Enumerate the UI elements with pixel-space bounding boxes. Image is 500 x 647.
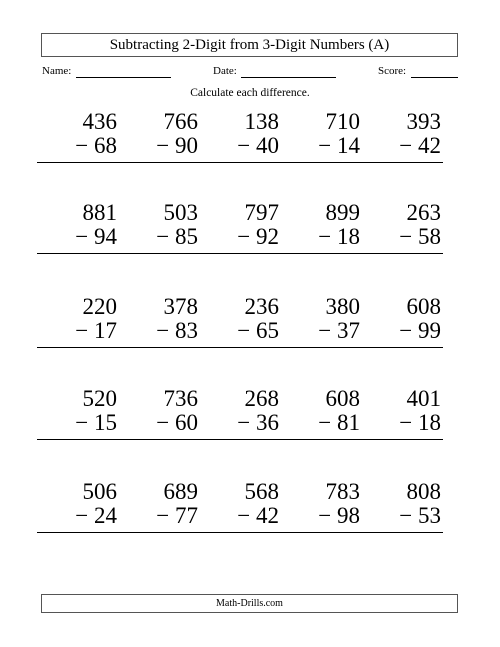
subtrahend-row [399,225,441,249]
subtrahend: 42 [256,503,279,528]
minus-sign: − [237,503,251,528]
subtrahend-row [156,134,198,158]
subtraction-problem [280,110,362,166]
minuend: 766 [163,109,198,134]
answer-line [37,347,119,348]
subtrahend: 65 [256,318,279,343]
subtraction-problem [361,201,443,257]
subtrahend: 14 [337,133,360,158]
answer-line [37,162,119,163]
minuend: 506 [82,479,117,504]
subtrahend: 85 [175,224,198,249]
answer-line [361,532,443,533]
answer-line [199,532,281,533]
minus-sign: − [75,503,89,528]
minuend: 380 [325,294,360,319]
subtraction-problem [361,387,443,443]
answer-line [280,162,362,163]
subtrahend: 92 [256,224,279,249]
minuend: 138 [244,109,279,134]
subtrahend: 18 [418,410,441,435]
minus-sign: − [318,410,332,435]
minus-sign: − [318,318,332,343]
minus-sign: − [318,133,332,158]
subtrahend-row [156,411,198,435]
minus-sign: − [156,224,170,249]
subtrahend: 94 [94,224,117,249]
minuend: 503 [163,200,198,225]
subtrahend-row [318,411,360,435]
answer-line [118,532,200,533]
subtrahend: 81 [337,410,360,435]
worksheet-title: Subtracting 2-Digit from 3-Digit Numbers (A) [41,33,458,57]
subtraction-problem [280,201,362,257]
subtraction-problem [37,480,119,536]
answer-line [199,162,281,163]
subtrahend-row [237,504,279,528]
name-blank[interactable] [76,77,171,78]
subtraction-problem [118,295,200,351]
subtrahend-row [237,319,279,343]
subtraction-problem [199,387,281,443]
score-label: Score: [378,65,407,77]
minuend: 808 [406,479,441,504]
subtrahend-row [75,319,117,343]
minus-sign: − [399,133,413,158]
subtrahend: 98 [337,503,360,528]
footer-credit: Math-Drills.com [41,594,458,613]
minus-sign: − [399,224,413,249]
minuend: 797 [244,200,279,225]
score-blank[interactable] [411,77,458,78]
minuend: 220 [82,294,117,319]
minuend: 783 [325,479,360,504]
answer-line [37,439,119,440]
subtraction-problem [361,295,443,351]
minus-sign: − [156,133,170,158]
subtraction-problem [199,201,281,257]
subtraction-problem [118,387,200,443]
minus-sign: − [156,318,170,343]
subtrahend: 60 [175,410,198,435]
subtraction-problem [118,480,200,536]
minuend: 378 [163,294,198,319]
minus-sign: − [237,224,251,249]
subtraction-problem [280,480,362,536]
minus-sign: − [399,503,413,528]
subtrahend-row [156,225,198,249]
instruction-text: Calculate each difference. [190,87,310,99]
minuend: 236 [244,294,279,319]
subtrahend: 90 [175,133,198,158]
minuend: 881 [82,200,117,225]
answer-line [361,347,443,348]
minuend: 568 [244,479,279,504]
subtrahend-row [237,134,279,158]
subtrahend: 53 [418,503,441,528]
date-blank[interactable] [241,77,336,78]
subtrahend-row [318,225,360,249]
answer-line [280,532,362,533]
subtrahend-row [237,411,279,435]
minuend: 608 [406,294,441,319]
answer-line [361,162,443,163]
minus-sign: − [75,410,89,435]
subtrahend-row [156,504,198,528]
subtraction-problem [37,295,119,351]
subtrahend: 58 [418,224,441,249]
answer-line [361,253,443,254]
subtrahend-row [318,504,360,528]
minuend: 689 [163,479,198,504]
subtrahend: 83 [175,318,198,343]
answer-line [118,439,200,440]
answer-line [361,439,443,440]
minus-sign: − [75,224,89,249]
answer-line [280,253,362,254]
subtrahend-row [75,134,117,158]
subtraction-problem [280,295,362,351]
minuend: 401 [406,386,441,411]
subtrahend: 18 [337,224,360,249]
minuend: 263 [406,200,441,225]
subtrahend-row [399,411,441,435]
answer-line [280,439,362,440]
minus-sign: − [237,318,251,343]
minus-sign: − [156,503,170,528]
subtraction-problem [37,110,119,166]
minuend: 520 [82,386,117,411]
subtrahend: 24 [94,503,117,528]
subtraction-problem [199,480,281,536]
subtraction-problem [118,110,200,166]
answer-line [37,253,119,254]
minus-sign: − [237,133,251,158]
subtrahend-row [237,225,279,249]
answer-line [199,347,281,348]
subtraction-problem [118,201,200,257]
subtrahend-row [75,504,117,528]
subtraction-problem [199,295,281,351]
answer-line [37,532,119,533]
subtrahend: 15 [94,410,117,435]
subtrahend-row [75,225,117,249]
subtraction-problem [361,480,443,536]
answer-line [280,347,362,348]
answer-line [199,253,281,254]
name-label: Name: [42,65,72,77]
minus-sign: − [75,133,89,158]
subtrahend-row [399,134,441,158]
subtraction-problem [199,110,281,166]
subtrahend-row [318,319,360,343]
minus-sign: − [318,503,332,528]
answer-line [118,162,200,163]
subtrahend-row [318,134,360,158]
minus-sign: − [399,318,413,343]
minus-sign: − [399,410,413,435]
minuend: 393 [406,109,441,134]
minuend: 268 [244,386,279,411]
subtraction-problem [361,110,443,166]
score-field [378,64,406,78]
minuend: 736 [163,386,198,411]
subtraction-problem [37,201,119,257]
subtrahend: 77 [175,503,198,528]
subtrahend-row [75,411,117,435]
minuend: 899 [325,200,360,225]
date-label: Date: [213,65,237,77]
minuend: 710 [325,109,360,134]
answer-line [118,347,200,348]
subtrahend: 36 [256,410,279,435]
subtrahend: 40 [256,133,279,158]
subtrahend-row [156,319,198,343]
answer-line [199,439,281,440]
subtrahend-row [399,504,441,528]
answer-line [118,253,200,254]
date-field [213,64,237,78]
subtraction-problem [37,387,119,443]
subtraction-problem [280,387,362,443]
name-field [42,64,71,78]
subtrahend: 68 [94,133,117,158]
minuend: 436 [82,109,117,134]
minuend: 608 [325,386,360,411]
subtrahend: 17 [94,318,117,343]
minus-sign: − [237,410,251,435]
minus-sign: − [75,318,89,343]
minus-sign: − [156,410,170,435]
subtrahend: 37 [337,318,360,343]
subtrahend-row [399,319,441,343]
minus-sign: − [318,224,332,249]
subtrahend: 99 [418,318,441,343]
subtrahend: 42 [418,133,441,158]
